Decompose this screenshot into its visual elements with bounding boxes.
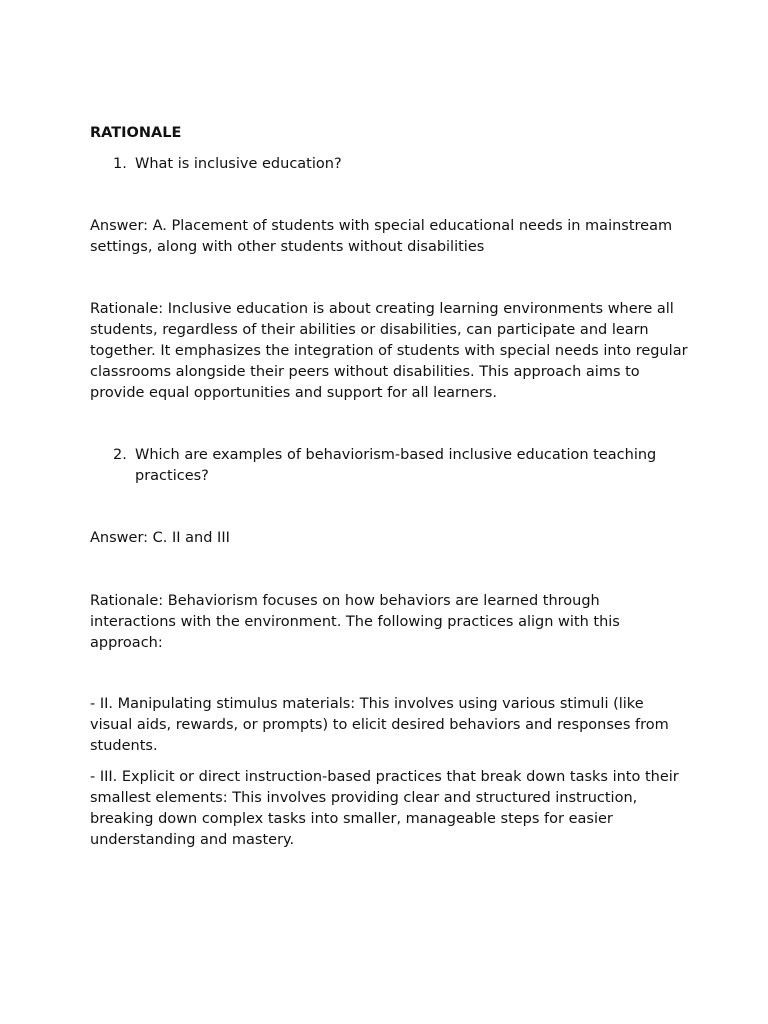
question-1 xyxy=(113,154,693,175)
rationale-1: Rationale: Inclusive education is about creating learning environments where all students, regardless of their abilities or disabilities, can participate and learn together. It emphasizes the integration of students with special needs into regular classrooms alongside their peers without disabilities. This approach aims to provide equal opportunities and support for all learners. xyxy=(90,301,688,401)
question-text: Which are examples of behaviorism-based inclusive education teaching practices? xyxy=(135,447,657,484)
point-iii: - III. Explicit or direct instruction-based practices that break down tasks into their smallest elements: This involves providing clear and structured instruction, breaking down complex tasks into smaller, manageable steps for easier understanding and mastery. xyxy=(90,769,679,848)
section-heading: RATIONALE xyxy=(90,125,182,141)
rationale-2: Rationale: Behaviorism focuses on how behaviors are learned through interactions with the environment. The following practices align with this approach: xyxy=(90,593,620,651)
answer-1: Answer: A. Placement of students with special educational needs in mainstream settings, along with other students without disabilities xyxy=(90,218,673,255)
question-number: 1. xyxy=(113,156,127,172)
answer-2: Answer: C. II and III xyxy=(90,530,230,546)
point-ii: - II. Manipulating stimulus materials: This involves using various stimuli (like visual aids, rewards, or prompts) to elicit desired behaviors and responses from students. xyxy=(90,696,669,754)
question-text: What is inclusive education? xyxy=(135,156,342,172)
question-2 xyxy=(113,445,693,487)
question-number: 2. xyxy=(113,447,127,463)
